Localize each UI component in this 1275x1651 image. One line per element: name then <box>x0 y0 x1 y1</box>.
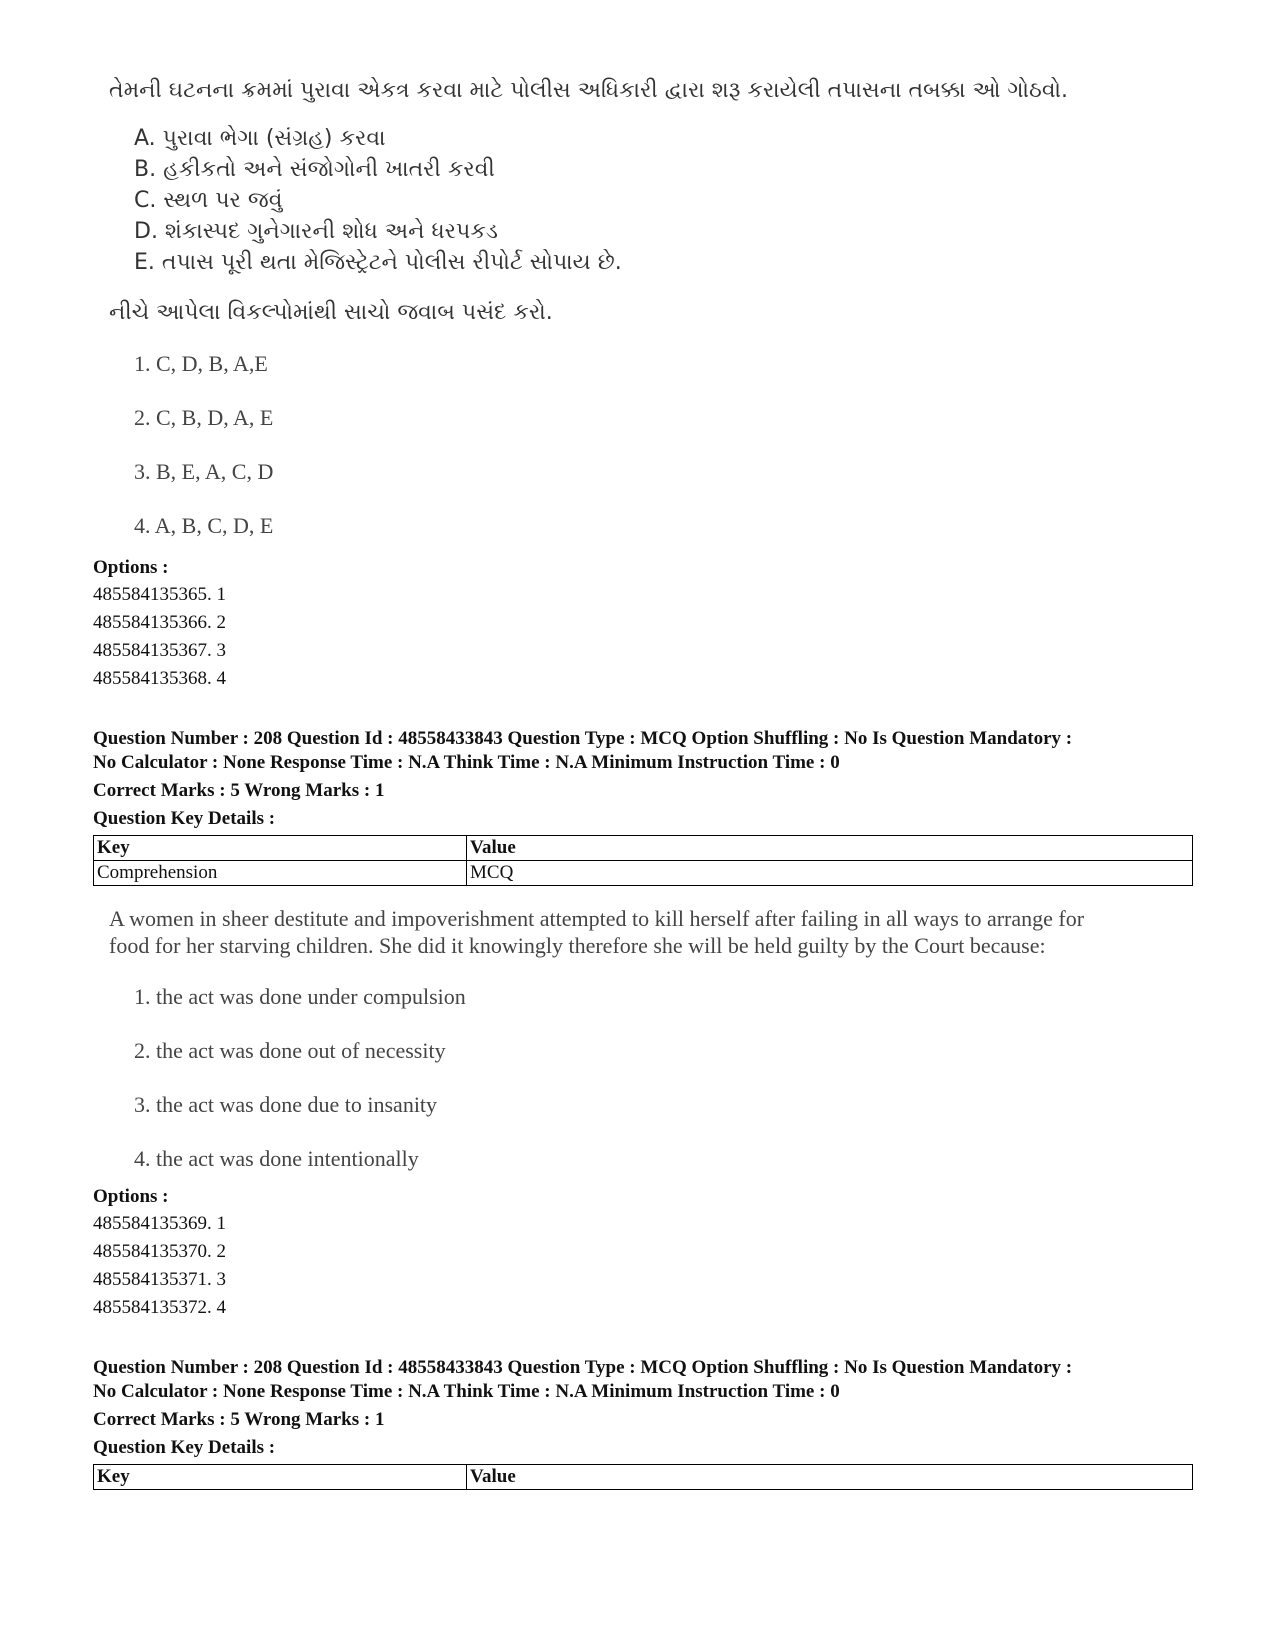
table-header-row <box>94 1465 1193 1490</box>
key-details-table <box>93 1464 1193 1490</box>
answer-choice: 1. C, D, B, A,E <box>134 351 268 376</box>
key-details-table <box>93 835 1193 886</box>
instruction-text: નીચે આપેલા વિકલ્પોમાંથી સાચો જવાબ પસંદ કરો. <box>109 300 553 325</box>
question-meta <box>93 727 1193 886</box>
option-row: 485584135371. 3 <box>93 1269 226 1290</box>
option-row: 485584135367. 3 <box>93 640 226 661</box>
table-header-value: Value <box>467 1465 1193 1490</box>
meta-line: No Calculator : None Response Time : N.A Think Time : N.A Minimum Instruction Time : 0 <box>93 1381 840 1402</box>
table-row <box>94 861 1193 886</box>
answer-choice: 2. the act was done out of necessity <box>134 1038 446 1063</box>
question-stem: A women in sheer destitute and impoverishment attempted to kill herself after failing in all ways to arrange for food for her starving children. She did it knowingly therefore she will be held guilty by the Court because: <box>109 906 1085 958</box>
table-header-key: Key <box>94 836 467 861</box>
question-image-gujarati <box>109 76 1189 566</box>
answer-choice: 1. the act was done under compulsion <box>134 984 466 1009</box>
option-row: 485584135366. 2 <box>93 612 226 633</box>
options-title: Options : <box>93 557 169 578</box>
meta-line: Question Number : 208 Question Id : 48558433843 Question Type : MCQ Option Shuffling : No Is Question Mandatory : <box>93 1357 1073 1378</box>
statement-list <box>134 123 1189 278</box>
statement-item: E. તપાસ પૂરી થતા મેજિસ્ટ્રેટને પોલીસ રીપોર્ટ સોપાય છે. <box>134 250 622 275</box>
statement-item: B. હકીકતો અને સંજોગોની ખાતરી કરવી <box>134 157 495 182</box>
option-row: 485584135370. 2 <box>93 1241 226 1262</box>
answer-choice: 2. C, B, D, A, E <box>134 405 274 430</box>
answer-choices <box>134 983 1119 1199</box>
option-row: 485584135372. 4 <box>93 1297 226 1318</box>
statement-item: C. સ્થળ પર જવું <box>134 188 283 213</box>
answer-choice: 3. B, E, A, C, D <box>134 459 274 484</box>
key-details-title: Question Key Details : <box>93 808 276 829</box>
answer-choice: 3. the act was done due to insanity <box>134 1092 438 1117</box>
meta-line: No Calculator : None Response Time : N.A Think Time : N.A Minimum Instruction Time : 0 <box>93 752 840 773</box>
table-header-key: Key <box>94 1465 467 1490</box>
key-details-title: Question Key Details : <box>93 1437 276 1458</box>
options-section <box>93 1183 226 1322</box>
statement-item: A. પુરાવા ભેગા (સંગ્રહ) કરવા <box>134 126 386 151</box>
question-image-english <box>109 905 1119 1199</box>
question-meta <box>93 1356 1193 1490</box>
table-header-row <box>94 836 1193 861</box>
statement-item: D. શંકાસ્પદ ગુનેગારની શોધ અને ધરપકડ <box>134 219 498 244</box>
answer-choice: 4. A, B, C, D, E <box>134 513 274 538</box>
table-header-value: Value <box>467 836 1193 861</box>
options-section <box>93 554 226 693</box>
marks-line: Correct Marks : 5 Wrong Marks : 1 <box>93 1409 385 1430</box>
meta-line: Question Number : 208 Question Id : 48558433843 Question Type : MCQ Option Shuffling : No Is Question Mandatory : <box>93 728 1073 749</box>
options-title: Options : <box>93 1186 169 1207</box>
option-row: 485584135369. 1 <box>93 1213 226 1234</box>
question-stem: તેમની ઘટનના ક્રમમાં પુરાવા એકત્ર કરવા માટે પોલીસ અધિકારી દ્વારા શરૂ કરાયેલી તપાસના તબક્કા ઓ ગોઠવો. <box>109 78 1069 103</box>
marks-line: Correct Marks : 5 Wrong Marks : 1 <box>93 780 385 801</box>
option-row: 485584135368. 4 <box>93 668 226 689</box>
answer-choices <box>134 350 1189 566</box>
table-cell-value: MCQ <box>467 861 1193 886</box>
table-cell-key: Comprehension <box>94 861 467 886</box>
option-row: 485584135365. 1 <box>93 584 226 605</box>
answer-choice: 4. the act was done intentionally <box>134 1146 419 1171</box>
